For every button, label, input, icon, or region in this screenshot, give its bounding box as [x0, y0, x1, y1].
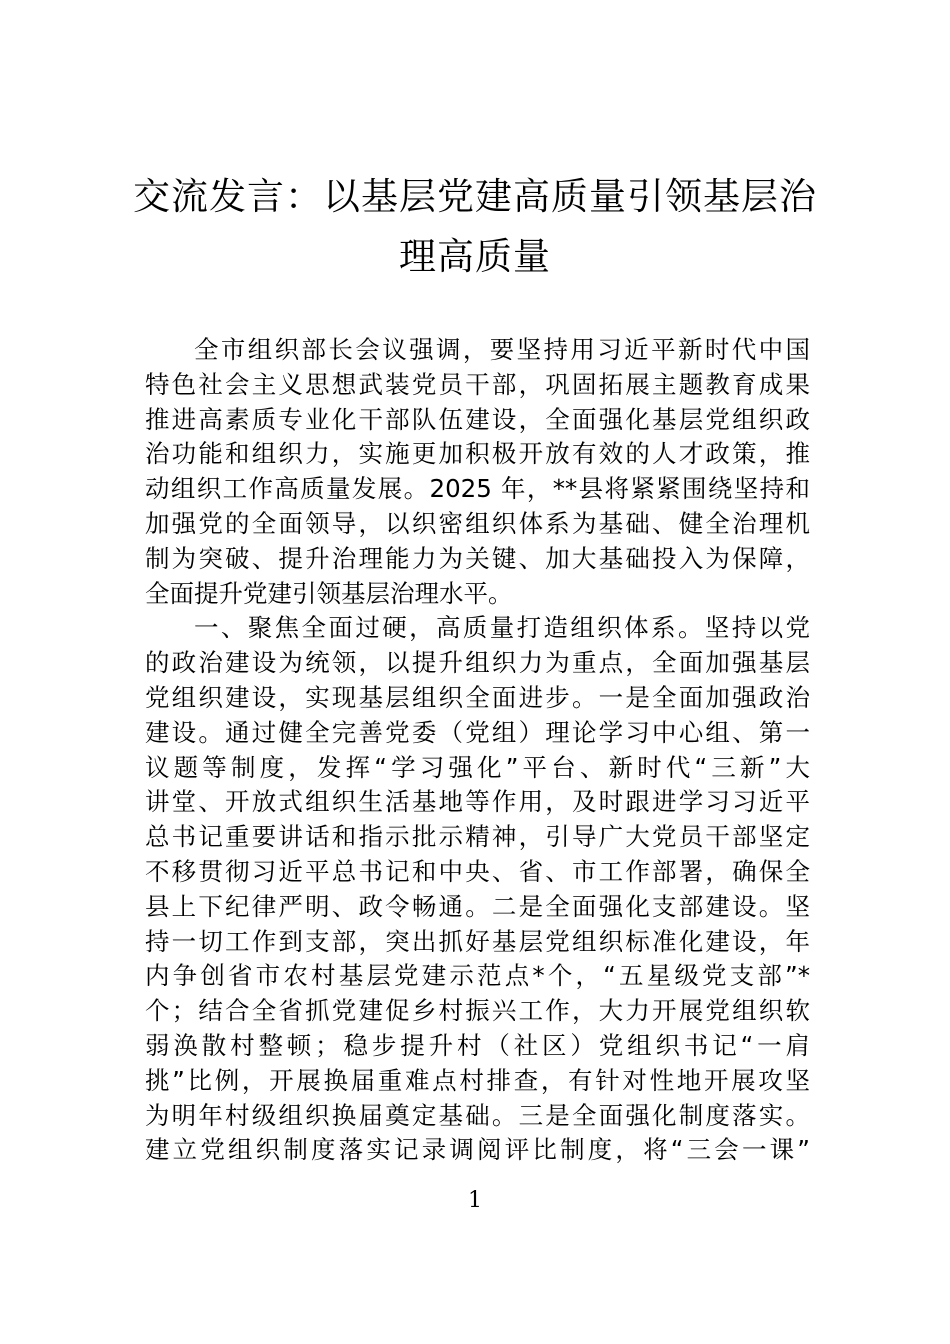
text-line: 全面提升党建引领基层治理水平。 — [145, 578, 513, 608]
text-line: 治功能和组织力，实施更加积极开放有效的人才政策，推 — [145, 439, 810, 469]
title-line: 交流发言：以基层党建高质量引领基层治 — [133, 175, 817, 218]
text-line: 个；结合全省抓党建促乡村振兴工作，大力开展党组织软 — [145, 996, 810, 1026]
text-line: 内争创省市农村基层党建示范点*个，“五星级党支部”* — [145, 961, 810, 991]
text-line: 的政治建设为统领，以提升组织力为重点，全面加强基层 — [145, 648, 810, 678]
title-line: 理高质量 — [399, 235, 551, 278]
text-line: 特色社会主义思想武装党员干部，巩固拓展主题教育成果 — [145, 369, 810, 399]
text-line: 县上下纪律严明、政令畅通。二是全面强化支部建设。坚 — [145, 891, 810, 921]
text-line: 党组织建设，实现基层组织全面进步。一是全面加强政治 — [145, 682, 810, 712]
text-line: 加强党的全面领导，以织密组织体系为基础、健全治理机 — [145, 508, 810, 538]
text-line: 总书记重要讲话和指示批示精神，引导广大党员干部坚定 — [145, 822, 810, 852]
text-line: 建设。通过健全完善党委（党组）理论学习中心组、第一 — [145, 717, 810, 747]
document-body — [145, 333, 810, 1168]
page-number: 1 — [468, 1188, 482, 1213]
paragraph-section-one — [145, 611, 810, 1168]
text-line: 挑”比例，开展换届重难点村排查，有针对性地开展攻坚 — [145, 1065, 810, 1095]
text-line: 推进高素质专业化干部队伍建设，全面强化基层党组织政 — [145, 404, 810, 434]
text-line: 不移贯彻习近平总书记和中央、省、市工作部署，确保全 — [145, 856, 810, 886]
text-line: 建立党组织制度落实记录调阅评比制度，将“三会一课” — [145, 1135, 810, 1165]
text-line: 持一切工作到支部，突出抓好基层党组织标准化建设，年 — [145, 926, 810, 956]
text-line: 动组织工作高质量发展。2025 年，**县将紧紧围绕坚持和 — [145, 474, 810, 504]
text-line: 议题等制度，发挥“学习强化”平台、新时代“三新”大 — [145, 752, 810, 782]
text-line: 一、聚焦全面过硬，高质量打造组织体系。坚持以党 — [194, 613, 810, 643]
text-line: 弱涣散村整顿；稳步提升村（社区）党组织书记“一肩 — [145, 1030, 810, 1060]
document-title — [0, 168, 950, 286]
text-line: 制为突破、提升治理能力为关键、加大基础投入为保障， — [145, 543, 810, 573]
text-line: 全市组织部长会议强调，要坚持用习近平新时代中国 — [194, 335, 810, 364]
text-line: 讲堂、开放式组织生活基地等作用，及时跟进学习习近平 — [145, 787, 810, 817]
text-line: 为明年村级组织换届奠定基础。三是全面强化制度落实。 — [145, 1100, 810, 1130]
paragraph-intro — [145, 333, 810, 611]
